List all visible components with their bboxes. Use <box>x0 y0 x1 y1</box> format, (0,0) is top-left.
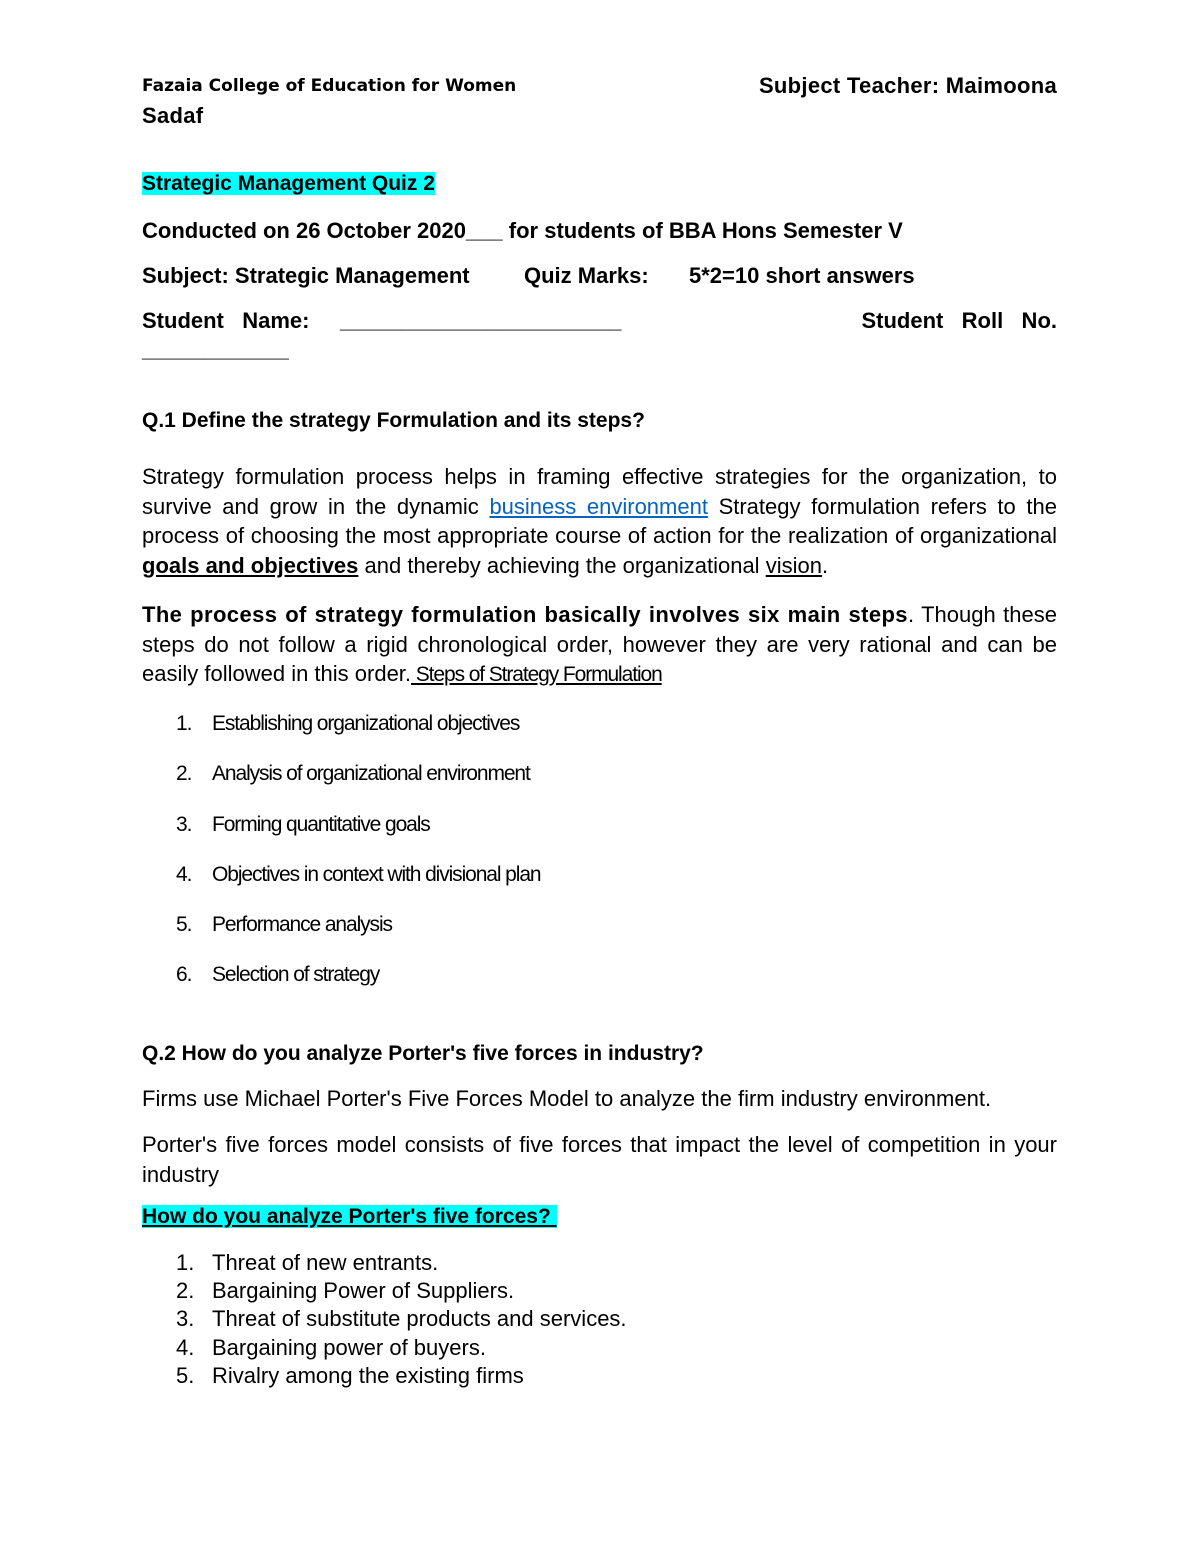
list-text: Bargaining Power of Suppliers. <box>212 1278 515 1303</box>
list-number: 3. <box>176 1306 195 1331</box>
conducted-line: Conducted on 26 October 2020___ for students of BBA Hons Semester V <box>142 218 903 243</box>
steps-of-strategy-link: Steps of Strategy Formulation <box>411 663 662 686</box>
list-text: Establishing organizational objectives <box>212 712 520 735</box>
porter-subheading <box>142 1205 557 1229</box>
list-number: 3. <box>176 813 192 836</box>
list-number: 4. <box>176 1335 195 1360</box>
marks-label: Quiz Marks: <box>524 263 649 288</box>
q1-p1-text-d: . <box>821 552 829 578</box>
list-text: Selection of strategy <box>212 963 380 986</box>
list-number: 2. <box>176 1278 195 1303</box>
subject-teacher: Subject Teacher: Maimoona <box>758 73 1057 98</box>
list-text: Forming quantitative goals <box>212 813 430 836</box>
goals-objectives-text: goals and objectives <box>142 552 359 578</box>
student-name-label: Student Name: <box>142 308 310 333</box>
subject-label: Subject: Strategic Management <box>142 263 470 288</box>
list-number: 1. <box>176 712 192 735</box>
list-text: Rivalry among the existing firms <box>212 1363 524 1388</box>
list-number: 1. <box>176 1250 195 1275</box>
list-text: Objectives in context with divisional plan <box>212 863 541 886</box>
vision-text: vision <box>765 552 822 578</box>
q1-paragraph-2 <box>142 600 1057 690</box>
list-number: 5. <box>176 913 192 936</box>
q1-heading: Q.1 Define the strategy Formulation and its steps? <box>142 409 645 432</box>
q2-paragraph-2: Porter's five forces model consists of five forces that impact the level of competition in your industry <box>142 1132 1057 1187</box>
list-text: Performance analysis <box>212 913 392 936</box>
marks-value: 5*2=10 short answers <box>689 263 915 288</box>
roll-label: Student Roll No. <box>861 308 1057 333</box>
college-name: Fazaia College of Education for Women <box>142 76 517 96</box>
list-text: Threat of new entrants. <box>212 1250 439 1275</box>
subject-teacher-name-cont: Sadaf <box>142 103 204 128</box>
list-text: Analysis of organizational environment <box>212 762 530 785</box>
list-text: Bargaining power of buyers. <box>212 1335 486 1360</box>
porter-subheading-text: How do you analyze Porter's five forces? <box>142 1205 557 1228</box>
q1-p1-text-a: Strategy formulation process helps in framing effective strategies for the organization, to survive and grow in the dynamic <box>142 464 1057 519</box>
q1-paragraph-1 <box>142 462 1057 580</box>
q1-p2-bold: The process of strategy formulation basically involves six main steps <box>142 602 908 627</box>
business-environment-link[interactable]: business environment <box>489 493 708 519</box>
list-number: 6. <box>176 963 192 986</box>
quiz-title <box>142 172 435 196</box>
quiz-title-text: Strategic Management Quiz 2 <box>142 172 435 195</box>
q2-heading: Q.2 How do you analyze Porter's five forces in industry? <box>142 1042 704 1065</box>
list-number: 5. <box>176 1363 195 1388</box>
list-number: 2. <box>176 762 192 785</box>
q1-p2-text: . Though these steps do not follow a rigid chronological order, however they are very rational and can be easily followed in this order. <box>142 602 1057 686</box>
q1-p1-text-c: and thereby achieving the organizational <box>358 552 766 578</box>
roll-blank: ____________ <box>142 337 289 362</box>
list-number: 4. <box>176 863 192 886</box>
q2-paragraph-1: Firms use Michael Porter's Five Forces Model to analyze the firm industry environment. <box>142 1086 992 1111</box>
student-name-blank: _______________________ <box>340 308 622 333</box>
list-text: Threat of substitute products and services. <box>212 1306 627 1331</box>
q1-p1-text-b: Strategy formulation refers to the process of choosing the most appropriate course of action for the realization of organizational <box>142 493 1057 548</box>
